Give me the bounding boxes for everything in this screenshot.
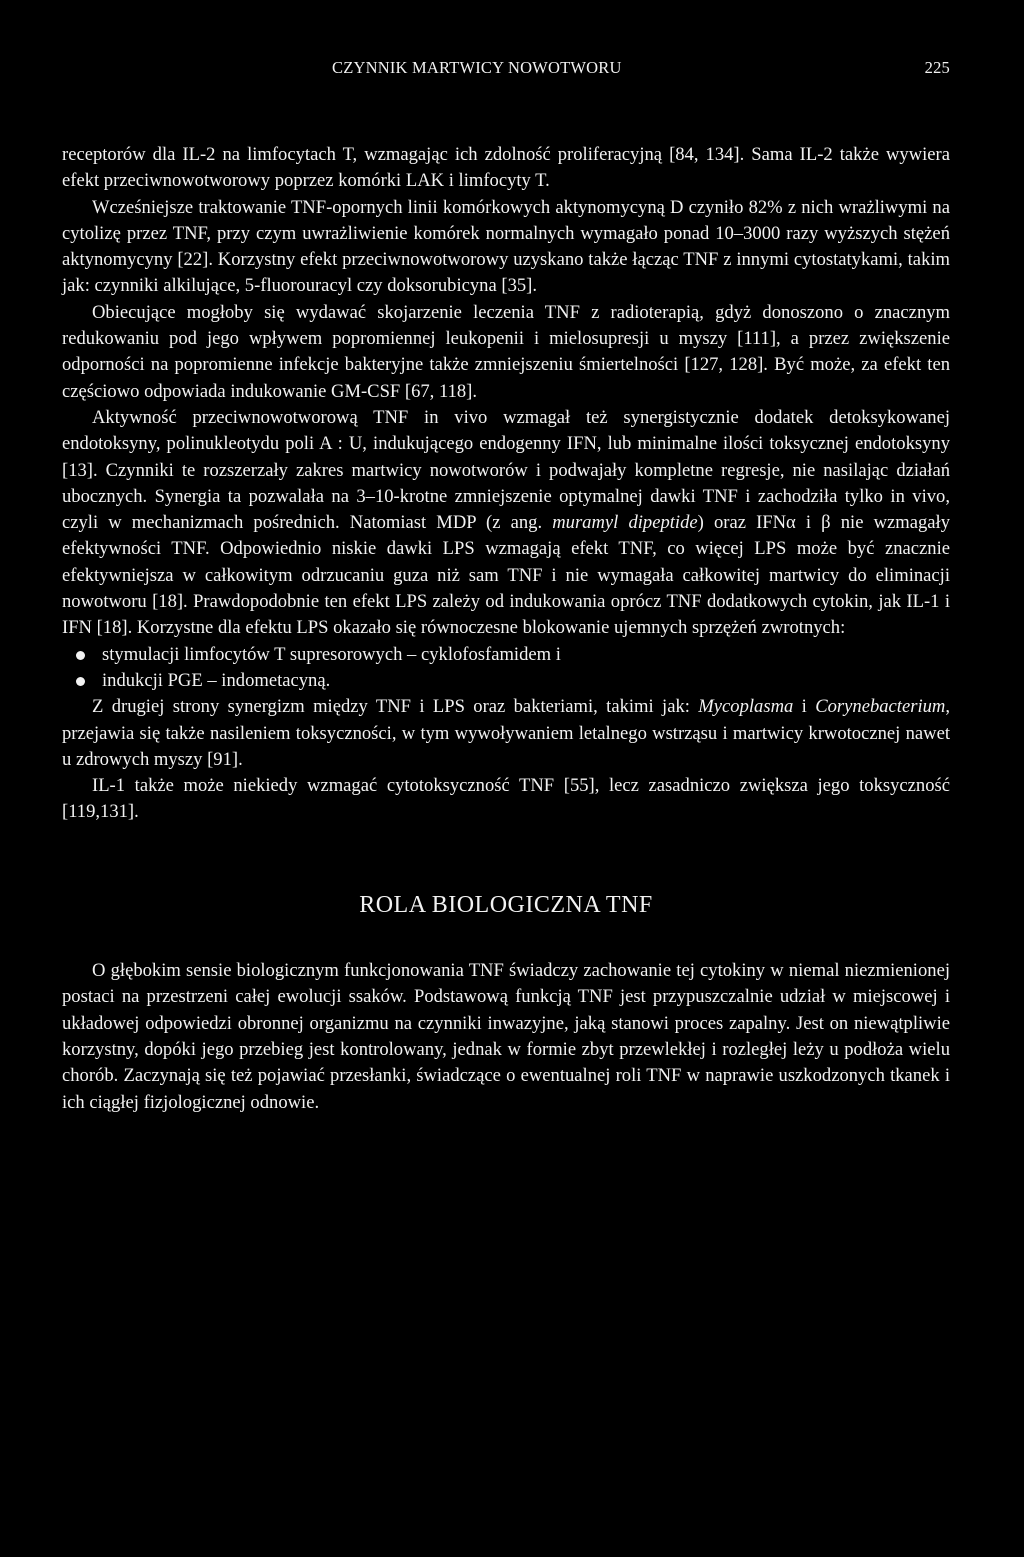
paragraph-toxicity-italic-corynebacterium: Corynebacterium (815, 696, 946, 718)
bullet-icon (76, 677, 85, 686)
running-head (62, 58, 950, 84)
paragraph-biological-role: O głębokim sensie biologicznym funkcjonowania TNF świadczy zachowanie tej cytokiny w niemal niezmienionej postaci na przestrzeni całej ewolucji ssaków. Podstawową funkcją TNF jest przypuszczalnie udział w miejscowej i układowej odpowiedzi obronnej organizmu na czynniki inwazyjne, jaką stanowi proces zapalny. Jest on niewątpliwie korzystny, dopóki jego przebieg jest kontrolowany, jednak w formie zbyt przewlekłej i rozległej leży u podłoża wielu chorób. Zaczynają się też pojawiać przesłanki, świadczące o ewentualnej roli TNF w naprawie uszkodzonych tkanek i ich ciągłej fizjologicznej odnowie. (62, 960, 950, 1113)
book-page (62, 58, 950, 1116)
body-text (62, 142, 950, 1116)
paragraph-toxicity (62, 694, 950, 773)
paragraph-radiotherapy: Obiecujące mogłoby się wydawać skojarzenie leczenia TNF z radioterapią, gdyż donoszono o znacznym redukowaniu pod jego wpływem popromiennej leukopenii i mielosupresji u myszy [111], a przez zwiększenie odporności na popromienne infekcje bakteryjne także zmniejszeniu śmiertelności [127, 128]. Być może, za efekt ten częściowo odpowiada indukowanie GM-CSF [67, 118]. (62, 301, 950, 402)
list-item-text: indukcji PGE – indometacyną. (102, 669, 331, 691)
paragraph-continued: receptorów dla IL-2 na limfocytach T, wzmagając ich zdolność proliferacyjną [84, 134]. Sama IL-2 także wywiera efekt przeciwnowotworowy poprzez komórki LAK i limfocyty T. (62, 144, 950, 192)
paragraph-toxicity-part-c: , przejawia się także nasileniem toksyczności, w tym wywoływaniem letalnego wstrząsu i martwicy krwotocznej nawet u zdrowych myszy [91]. (62, 696, 951, 770)
list-item-text: stymulacji limfocytów T supresorowych – cyklofosfamidem i (102, 643, 561, 665)
paragraph-toxicity-italic-mycoplasma: Mycoplasma (698, 696, 794, 718)
paragraph-il1: IL-1 także może niekiedy wzmagać cytotoksyczność TNF [55], lecz zasadniczo zwiększa jego toksyczność [119,131]. (62, 775, 950, 823)
list-item (76, 668, 950, 694)
paragraph-synergy-part-b: ) oraz IFNα i β nie wzmagały efektywności TNF. Odpowiednio niskie dawki LPS wzmagają efekt TNF, co więcej LPS może być znacznie efektywniejsza w całkowitym odrzucaniu guza niż sam TNF i nie wymagała całkowitej martwicy do eliminacji nowotworu [18]. Prawdopodobnie ten efekt LPS zależy od indukowania oprócz TNF dodatkowych cytokin, jak IL-1 i IFN [18]. Korzystne dla efektu LPS okazało się równoczesne blokowanie ujemnych sprzężeń zwrotnych: (62, 512, 950, 639)
paragraph-toxicity-part-b: i (793, 696, 816, 718)
paragraph-synergy-italic: muramyl dipeptide (552, 512, 698, 534)
paragraph-synergy (62, 405, 950, 642)
list-item (76, 642, 950, 668)
page-number: 225 (924, 58, 950, 77)
paragraph-synergy-part-a: Aktywność przeciwnowotworową TNF in vivo wzmagał też synergistycznie dodatek detoksykowanej endotoksyny, polinukleotydu poli A : U, indukującego endogenny IFN, lub minimalne ilości toksycznej endotoksyny [13]. Czynniki te rozszerzały zakres martwicy nowotworów i podwajały kompletne regresje, nie nasilając działań ubocznych. Synergia ta pozwalała na 3–10-krotne zmniejszenie optymalnej dawki TNF i zachodziła tylko in vivo, czyli w mechanizmach pośrednich. Natomiast MDP (z ang. (62, 406, 950, 534)
bullet-icon (76, 651, 85, 660)
feedback-list (62, 642, 950, 695)
running-title: CZYNNIK MARTWICY NOWOTWORU (332, 58, 622, 77)
section-heading: ROLA BIOLOGICZNA TNF (359, 891, 653, 918)
paragraph-actinomycin: Wcześniejsze traktowanie TNF-opornych linii komórkowych aktynomycyną D czyniło 82% z nich wrażliwymi na cytolizę przez TNF, przy czym uwrażliwienie komórek normalnych wymagało ponad 10–3000 razy wyższych stężeń aktynomycyny [22]. Korzystny efekt przeciwnowotworowy uzyskano także łącząc TNF z innymi cytostatykami, takim jak: czynniki alkilujące, 5-fluorouracyl czy doksorubicyna [35]. (62, 196, 950, 297)
paragraph-toxicity-part-a: Z drugiej strony synergizm między TNF i LPS oraz bakteriami, takimi jak: (92, 696, 699, 718)
